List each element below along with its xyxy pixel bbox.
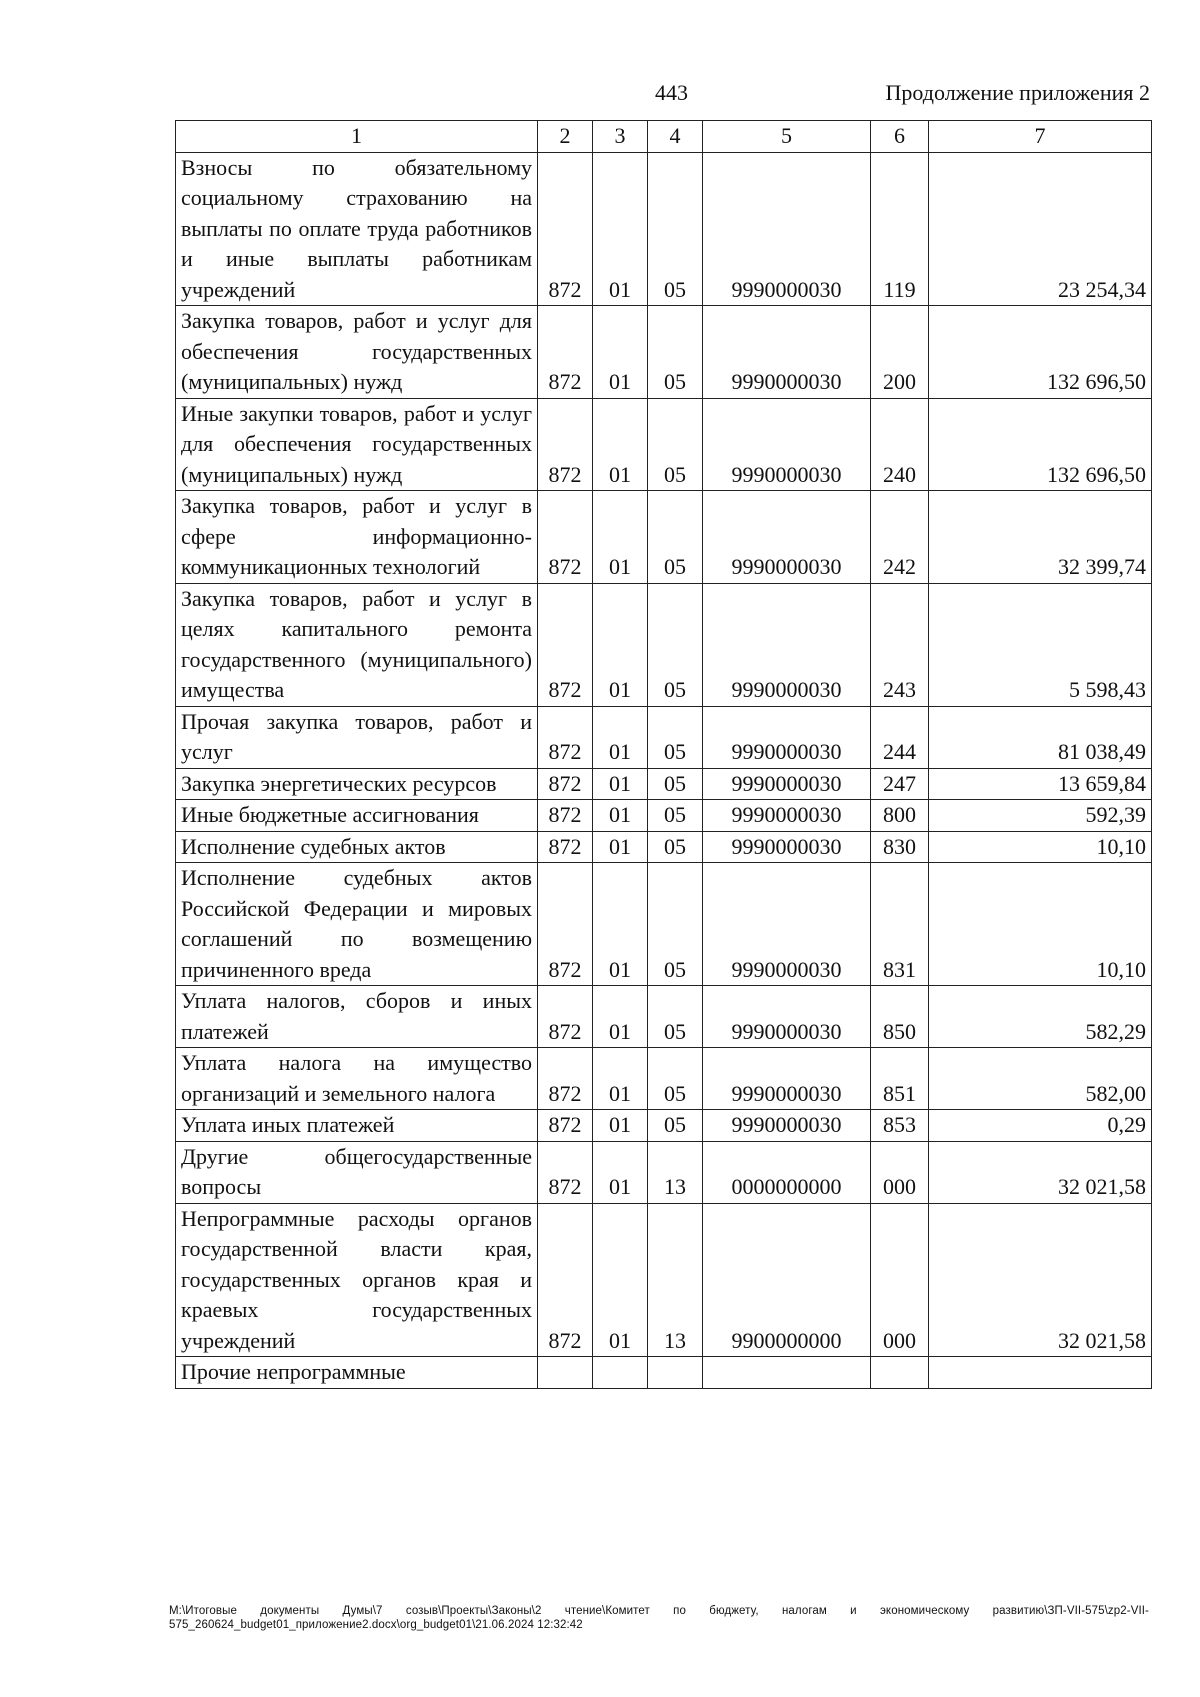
row-name-cell: Непрограммные расходы органов государственной власти края, государственных органов края и краевых государственных учреждений [176,1203,538,1357]
table-row [176,306,1152,399]
table-row [176,152,1152,306]
amount-cell: 0,29 [929,1110,1152,1142]
section-cell: 01 [593,1110,648,1142]
target-article-cell: 9990000030 [703,583,871,706]
amount-cell: 81 038,49 [929,706,1152,768]
admin-code-cell: 872 [538,800,593,832]
target-article-cell: 9990000030 [703,768,871,800]
table-row [176,706,1152,768]
target-article-cell: 9990000030 [703,491,871,584]
amount-cell: 32 021,58 [929,1203,1152,1357]
subsection-cell: 05 [648,1110,703,1142]
row-name-cell: Уплата налогов, сборов и иных платежей [176,986,538,1048]
target-article-cell: 9990000030 [703,398,871,491]
amount-cell: 23 254,34 [929,152,1152,306]
budget-table [175,120,1152,1389]
subsection-cell: 05 [648,831,703,863]
subsection-cell: 05 [648,1048,703,1110]
table-row [176,863,1152,986]
admin-code-cell: 872 [538,583,593,706]
table-row [176,398,1152,491]
section-cell: 01 [593,152,648,306]
admin-code-cell: 872 [538,706,593,768]
row-name-cell: Взносы по обязательному социальному страхованию на выплаты по оплате труда работников и иные выплаты работникам учреждений [176,152,538,306]
table-row [176,1141,1152,1203]
section-cell: 01 [593,706,648,768]
target-article-cell: 9990000030 [703,152,871,306]
section-cell: 01 [593,306,648,399]
row-name-cell: Закупка товаров, работ и услуг для обеспечения государственных (муниципальных) нужд [176,306,538,399]
target-article-cell: 9990000030 [703,863,871,986]
page-number: 443 [655,80,688,105]
admin-code-cell: 872 [538,831,593,863]
admin-code-cell: 872 [538,768,593,800]
row-name-cell: Уплата иных платежей [176,1110,538,1142]
expense-type-cell: 851 [871,1048,929,1110]
subsection-cell: 13 [648,1141,703,1203]
admin-code-cell: 872 [538,863,593,986]
amount-cell: 32 399,74 [929,491,1152,584]
table-row [176,800,1152,832]
section-cell: 01 [593,583,648,706]
subsection-cell: 05 [648,800,703,832]
row-name-cell: Исполнение судебных актов Российской Федерации и мировых соглашений по возмещению причиненного вреда [176,863,538,986]
column-header: 5 [703,121,871,153]
table-body [176,152,1152,1388]
target-article-cell: 9990000030 [703,986,871,1048]
amount-cell: 592,39 [929,800,1152,832]
table-row [176,986,1152,1048]
target-article-cell: 9990000030 [703,306,871,399]
admin-code-cell: 872 [538,306,593,399]
subsection-cell: 05 [648,986,703,1048]
target-article-cell: 9990000030 [703,831,871,863]
expense-type-cell: 853 [871,1110,929,1142]
column-header: 7 [929,121,1152,153]
admin-code-cell: 872 [538,398,593,491]
row-name-cell: Закупка товаров, работ и услуг в целях капитального ремонта государственного (муниципального) имущества [176,583,538,706]
table-row [176,1110,1152,1142]
expense-type-cell: 244 [871,706,929,768]
target-article-cell: 9990000030 [703,1048,871,1110]
column-header: 1 [176,121,538,153]
section-cell: 01 [593,1048,648,1110]
section-cell: 01 [593,768,648,800]
subsection-cell: 05 [648,863,703,986]
table-row [176,768,1152,800]
admin-code-cell: 872 [538,1110,593,1142]
section-cell: 01 [593,986,648,1048]
expense-type-cell: 240 [871,398,929,491]
row-name-cell: Иные закупки товаров, работ и услуг для обеспечения государственных (муниципальных) нужд [176,398,538,491]
subsection-cell: 05 [648,152,703,306]
amount-cell: 10,10 [929,863,1152,986]
admin-code-cell: 872 [538,1203,593,1357]
amount-cell [929,1357,1152,1389]
file-path-footer: M:\Итоговые документы Думы\7 созыв\Проекты\Законы\2 чтение\Комитет по бюджету, налогам и экономическому развитию\ЗП-VII-575\zp2-VII-575_260624_budget01_приложение2.docx\org_budget01\21.06.2024 12:32:42 [169,1605,1149,1631]
section-cell: 01 [593,831,648,863]
expense-type-cell: 243 [871,583,929,706]
column-header: 3 [593,121,648,153]
target-article-cell: 9900000000 [703,1203,871,1357]
expense-type-cell [871,1357,929,1389]
row-name-cell: Прочие непрограммные [176,1357,538,1389]
row-name-cell: Другие общегосударственные вопросы [176,1141,538,1203]
target-article-cell: 9990000030 [703,1110,871,1142]
subsection-cell: 05 [648,306,703,399]
row-name-cell: Прочая закупка товаров, работ и услуг [176,706,538,768]
section-cell: 01 [593,863,648,986]
amount-cell: 132 696,50 [929,398,1152,491]
admin-code-cell: 872 [538,491,593,584]
table-row [176,583,1152,706]
amount-cell: 582,29 [929,986,1152,1048]
expense-type-cell: 800 [871,800,929,832]
amount-cell: 10,10 [929,831,1152,863]
subsection-cell: 05 [648,706,703,768]
subsection-cell [648,1357,703,1389]
expense-type-cell: 830 [871,831,929,863]
table-row [176,1203,1152,1357]
table-row [176,831,1152,863]
expense-type-cell: 831 [871,863,929,986]
continuation-label: Продолжение приложения 2 [885,80,1150,105]
amount-cell: 32 021,58 [929,1141,1152,1203]
admin-code-cell: 872 [538,1048,593,1110]
subsection-cell: 05 [648,583,703,706]
expense-type-cell: 000 [871,1203,929,1357]
table-row [176,1048,1152,1110]
table-header-row [176,121,1152,153]
row-name-cell: Исполнение судебных актов [176,831,538,863]
amount-cell: 13 659,84 [929,768,1152,800]
subsection-cell: 05 [648,398,703,491]
expense-type-cell: 247 [871,768,929,800]
target-article-cell: 0000000000 [703,1141,871,1203]
expense-type-cell: 850 [871,986,929,1048]
expense-type-cell: 119 [871,152,929,306]
row-name-cell: Иные бюджетные ассигнования [176,800,538,832]
table-row [176,491,1152,584]
amount-cell: 5 598,43 [929,583,1152,706]
section-cell: 01 [593,398,648,491]
amount-cell: 582,00 [929,1048,1152,1110]
section-cell: 01 [593,1141,648,1203]
section-cell: 01 [593,491,648,584]
section-cell: 01 [593,1203,648,1357]
admin-code-cell [538,1357,593,1389]
subsection-cell: 05 [648,491,703,584]
admin-code-cell: 872 [538,1141,593,1203]
admin-code-cell: 872 [538,986,593,1048]
row-name-cell: Закупка энергетических ресурсов [176,768,538,800]
section-cell: 01 [593,800,648,832]
row-name-cell: Закупка товаров, работ и услуг в сфере информационно-коммуникационных технологий [176,491,538,584]
column-header: 6 [871,121,929,153]
target-article-cell: 9990000030 [703,706,871,768]
section-cell [593,1357,648,1389]
column-header: 4 [648,121,703,153]
target-article-cell [703,1357,871,1389]
subsection-cell: 05 [648,768,703,800]
admin-code-cell: 872 [538,152,593,306]
target-article-cell: 9990000030 [703,800,871,832]
column-header: 2 [538,121,593,153]
amount-cell: 132 696,50 [929,306,1152,399]
expense-type-cell: 000 [871,1141,929,1203]
subsection-cell: 13 [648,1203,703,1357]
expense-type-cell: 242 [871,491,929,584]
expense-type-cell: 200 [871,306,929,399]
row-name-cell: Уплата налога на имущество организаций и земельного налога [176,1048,538,1110]
table-row [176,1357,1152,1389]
